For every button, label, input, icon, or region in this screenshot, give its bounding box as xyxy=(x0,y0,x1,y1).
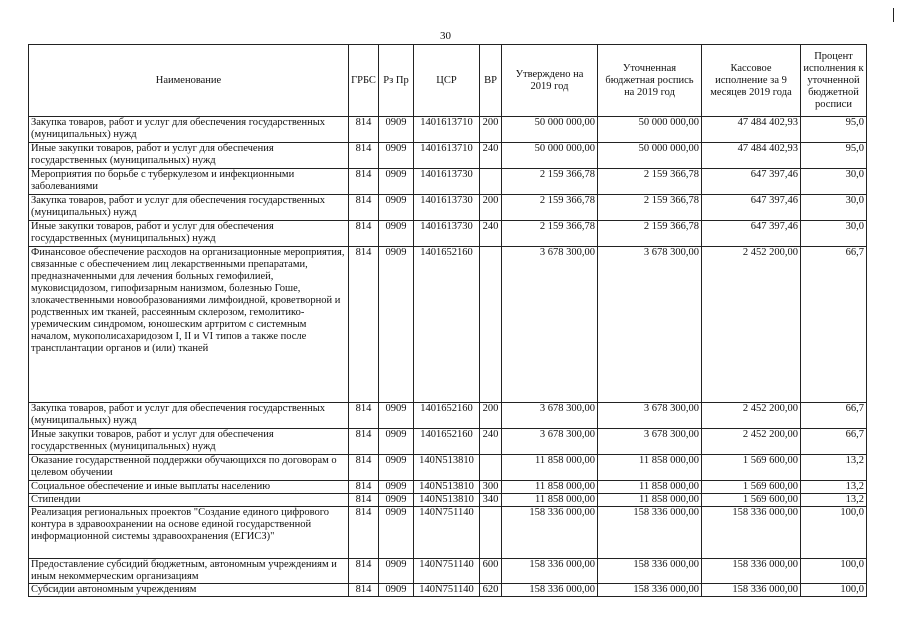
cell-approved: 11 858 000,00 xyxy=(502,494,598,507)
cell-vr: 300 xyxy=(480,481,502,494)
cell-rzpr: 0909 xyxy=(379,494,414,507)
cell-vr: 240 xyxy=(480,429,502,455)
cell-grbs: 814 xyxy=(349,195,379,221)
cell-cash: 1 569 600,00 xyxy=(702,455,801,481)
cell-approved: 3 678 300,00 xyxy=(502,247,598,403)
cell-vr: 600 xyxy=(480,559,502,584)
cell-percent: 30,0 xyxy=(801,221,867,247)
cell-csr: 140N513810 xyxy=(414,481,480,494)
cell-approved: 50 000 000,00 xyxy=(502,143,598,169)
cell-refined: 11 858 000,00 xyxy=(598,481,702,494)
cell-csr: 1401613730 xyxy=(414,169,480,195)
cell-name: Оказание государственной поддержки обучающихся по договорам о целевом обучении xyxy=(29,455,349,481)
cell-cash: 1 569 600,00 xyxy=(702,481,801,494)
cell-grbs: 814 xyxy=(349,221,379,247)
cell-refined: 158 336 000,00 xyxy=(598,507,702,559)
cell-csr: 1401613710 xyxy=(414,143,480,169)
cell-approved: 11 858 000,00 xyxy=(502,455,598,481)
table-row xyxy=(29,455,867,481)
cell-cash: 47 484 402,93 xyxy=(702,143,801,169)
cell-rzpr: 0909 xyxy=(379,195,414,221)
cell-name: Закупка товаров, работ и услуг для обеспечения государственных (муниципальных) нужд xyxy=(29,195,349,221)
cell-percent: 30,0 xyxy=(801,195,867,221)
cell-rzpr: 0909 xyxy=(379,403,414,429)
cell-grbs: 814 xyxy=(349,429,379,455)
budget-execution-table xyxy=(28,44,867,597)
cell-percent: 95,0 xyxy=(801,143,867,169)
cell-cash: 158 336 000,00 xyxy=(702,559,801,584)
cell-cash: 158 336 000,00 xyxy=(702,584,801,597)
cell-name: Социальное обеспечение и иные выплаты населению xyxy=(29,481,349,494)
cell-csr: 1401652160 xyxy=(414,403,480,429)
cell-name: Реализация региональных проектов "Создание единого цифрового контура в здравоохранении на основе единой государственной информационной системы здравоохранения (ЕГИСЗ)" xyxy=(29,507,349,559)
cell-refined: 2 159 366,78 xyxy=(598,169,702,195)
cell-vr: 340 xyxy=(480,494,502,507)
cell-grbs: 814 xyxy=(349,559,379,584)
cell-refined: 2 159 366,78 xyxy=(598,195,702,221)
col-header-vr: ВР xyxy=(480,45,502,117)
table-row xyxy=(29,195,867,221)
cell-rzpr: 0909 xyxy=(379,169,414,195)
cell-csr: 1401652160 xyxy=(414,429,480,455)
cell-cash: 647 397,46 xyxy=(702,195,801,221)
cell-rzpr: 0909 xyxy=(379,481,414,494)
table-row xyxy=(29,169,867,195)
cell-grbs: 814 xyxy=(349,455,379,481)
cell-cash: 2 452 200,00 xyxy=(702,429,801,455)
cell-approved: 2 159 366,78 xyxy=(502,195,598,221)
table-row xyxy=(29,117,867,143)
cell-rzpr: 0909 xyxy=(379,429,414,455)
cell-csr: 140N751140 xyxy=(414,559,480,584)
cell-percent: 66,7 xyxy=(801,247,867,403)
cell-percent: 95,0 xyxy=(801,117,867,143)
cell-csr: 140N751140 xyxy=(414,584,480,597)
table-row xyxy=(29,403,867,429)
cell-approved: 2 159 366,78 xyxy=(502,169,598,195)
cell-grbs: 814 xyxy=(349,403,379,429)
cell-percent: 30,0 xyxy=(801,169,867,195)
cell-cash: 158 336 000,00 xyxy=(702,507,801,559)
cell-refined: 3 678 300,00 xyxy=(598,429,702,455)
cell-grbs: 814 xyxy=(349,143,379,169)
cell-cash: 2 452 200,00 xyxy=(702,247,801,403)
col-header-percent: Процент исполнения к уточненной бюджетной росписи xyxy=(801,45,867,117)
cell-cash: 647 397,46 xyxy=(702,169,801,195)
cell-csr: 140N751140 xyxy=(414,507,480,559)
cell-csr: 140N513810 xyxy=(414,494,480,507)
cell-rzpr: 0909 xyxy=(379,584,414,597)
cell-name: Финансовое обеспечение расходов на организационные мероприятия, связанные с обеспечением лиц лекарственными препаратами, предназначенными для лечения больных гемофилией, муковисцидозом, гипофизарным нанизмом, болезнью Гоше, злокачественными новообразованиями лимфоидной, кроветворной и родственных им тканей, рассеянным склерозом, гемолитико-уремическим синдромом, юношеским артритом с системным началом, мукополисахаридозом I, II и VI типов а также после трансплантации органов и (или) тканей xyxy=(29,247,349,403)
cell-approved: 3 678 300,00 xyxy=(502,403,598,429)
cell-rzpr: 0909 xyxy=(379,455,414,481)
table-row xyxy=(29,584,867,597)
cell-name: Мероприятия по борьбе с туберкулезом и инфекционными заболеваниями xyxy=(29,169,349,195)
col-header-csr: ЦСР xyxy=(414,45,480,117)
cell-vr: 240 xyxy=(480,221,502,247)
cell-rzpr: 0909 xyxy=(379,247,414,403)
cell-vr: 200 xyxy=(480,195,502,221)
cell-cash: 2 452 200,00 xyxy=(702,403,801,429)
cell-grbs: 814 xyxy=(349,507,379,559)
cell-csr: 1401652160 xyxy=(414,247,480,403)
page-number: 30 xyxy=(440,30,451,42)
cell-name: Субсидии автономным учреждениям xyxy=(29,584,349,597)
cell-name: Закупка товаров, работ и услуг для обеспечения государственных (муниципальных) нужд xyxy=(29,117,349,143)
cell-vr: 620 xyxy=(480,584,502,597)
cell-vr xyxy=(480,169,502,195)
cell-grbs: 814 xyxy=(349,584,379,597)
cell-name: Стипендии xyxy=(29,494,349,507)
cell-approved: 3 678 300,00 xyxy=(502,429,598,455)
cell-csr: 1401613710 xyxy=(414,117,480,143)
table-row xyxy=(29,494,867,507)
col-header-grbs: ГРБС xyxy=(349,45,379,117)
cell-grbs: 814 xyxy=(349,169,379,195)
col-header-name: Наименование xyxy=(29,45,349,117)
cell-vr: 200 xyxy=(480,117,502,143)
cell-refined: 11 858 000,00 xyxy=(598,494,702,507)
table-row xyxy=(29,221,867,247)
cell-refined: 50 000 000,00 xyxy=(598,143,702,169)
table-row xyxy=(29,429,867,455)
cell-refined: 3 678 300,00 xyxy=(598,403,702,429)
table-row xyxy=(29,247,867,403)
cell-vr xyxy=(480,455,502,481)
col-header-refined: Уточненная бюджетная роспись на 2019 год xyxy=(598,45,702,117)
table-header-row xyxy=(29,45,867,117)
table-row xyxy=(29,481,867,494)
cell-percent: 100,0 xyxy=(801,584,867,597)
cell-percent: 66,7 xyxy=(801,403,867,429)
cell-refined: 158 336 000,00 xyxy=(598,584,702,597)
cell-percent: 100,0 xyxy=(801,507,867,559)
cell-vr: 240 xyxy=(480,143,502,169)
table-row xyxy=(29,507,867,559)
cell-rzpr: 0909 xyxy=(379,143,414,169)
col-header-approved: Утверждено на 2019 год xyxy=(502,45,598,117)
cell-grbs: 814 xyxy=(349,494,379,507)
cell-refined: 158 336 000,00 xyxy=(598,559,702,584)
cell-approved: 158 336 000,00 xyxy=(502,507,598,559)
cell-rzpr: 0909 xyxy=(379,507,414,559)
cell-rzpr: 0909 xyxy=(379,221,414,247)
cell-cash: 1 569 600,00 xyxy=(702,494,801,507)
cell-refined: 50 000 000,00 xyxy=(598,117,702,143)
cell-grbs: 814 xyxy=(349,481,379,494)
cell-rzpr: 0909 xyxy=(379,559,414,584)
cell-rzpr: 0909 xyxy=(379,117,414,143)
cell-csr: 1401613730 xyxy=(414,195,480,221)
cell-name: Закупка товаров, работ и услуг для обеспечения государственных (муниципальных) нужд xyxy=(29,403,349,429)
cell-grbs: 814 xyxy=(349,117,379,143)
table-row xyxy=(29,143,867,169)
cell-cash: 47 484 402,93 xyxy=(702,117,801,143)
cell-vr xyxy=(480,507,502,559)
cell-percent: 13,2 xyxy=(801,455,867,481)
cell-approved: 50 000 000,00 xyxy=(502,117,598,143)
cell-refined: 11 858 000,00 xyxy=(598,455,702,481)
cell-vr: 200 xyxy=(480,403,502,429)
cell-approved: 158 336 000,00 xyxy=(502,584,598,597)
cell-name: Иные закупки товаров, работ и услуг для обеспечения государственных (муниципальных) нужд xyxy=(29,221,349,247)
cell-name: Предоставление субсидий бюджетным, автономным учреждениям и иным некоммерческим организациям xyxy=(29,559,349,584)
cell-cash: 647 397,46 xyxy=(702,221,801,247)
cell-vr xyxy=(480,247,502,403)
cell-approved: 158 336 000,00 xyxy=(502,559,598,584)
cell-percent: 13,2 xyxy=(801,481,867,494)
cell-percent: 66,7 xyxy=(801,429,867,455)
table-row xyxy=(29,559,867,584)
col-header-cash: Кассовое исполнение за 9 месяцев 2019 года xyxy=(702,45,801,117)
cell-refined: 3 678 300,00 xyxy=(598,247,702,403)
cell-approved: 2 159 366,78 xyxy=(502,221,598,247)
cell-percent: 100,0 xyxy=(801,559,867,584)
edge-mark xyxy=(893,8,894,22)
cell-name: Иные закупки товаров, работ и услуг для обеспечения государственных (муниципальных) нужд xyxy=(29,429,349,455)
cell-approved: 11 858 000,00 xyxy=(502,481,598,494)
cell-percent: 13,2 xyxy=(801,494,867,507)
cell-refined: 2 159 366,78 xyxy=(598,221,702,247)
cell-csr: 140N513810 xyxy=(414,455,480,481)
cell-name: Иные закупки товаров, работ и услуг для обеспечения государственных (муниципальных) нужд xyxy=(29,143,349,169)
cell-grbs: 814 xyxy=(349,247,379,403)
col-header-rzpr: Рз Пр xyxy=(379,45,414,117)
cell-csr: 1401613730 xyxy=(414,221,480,247)
